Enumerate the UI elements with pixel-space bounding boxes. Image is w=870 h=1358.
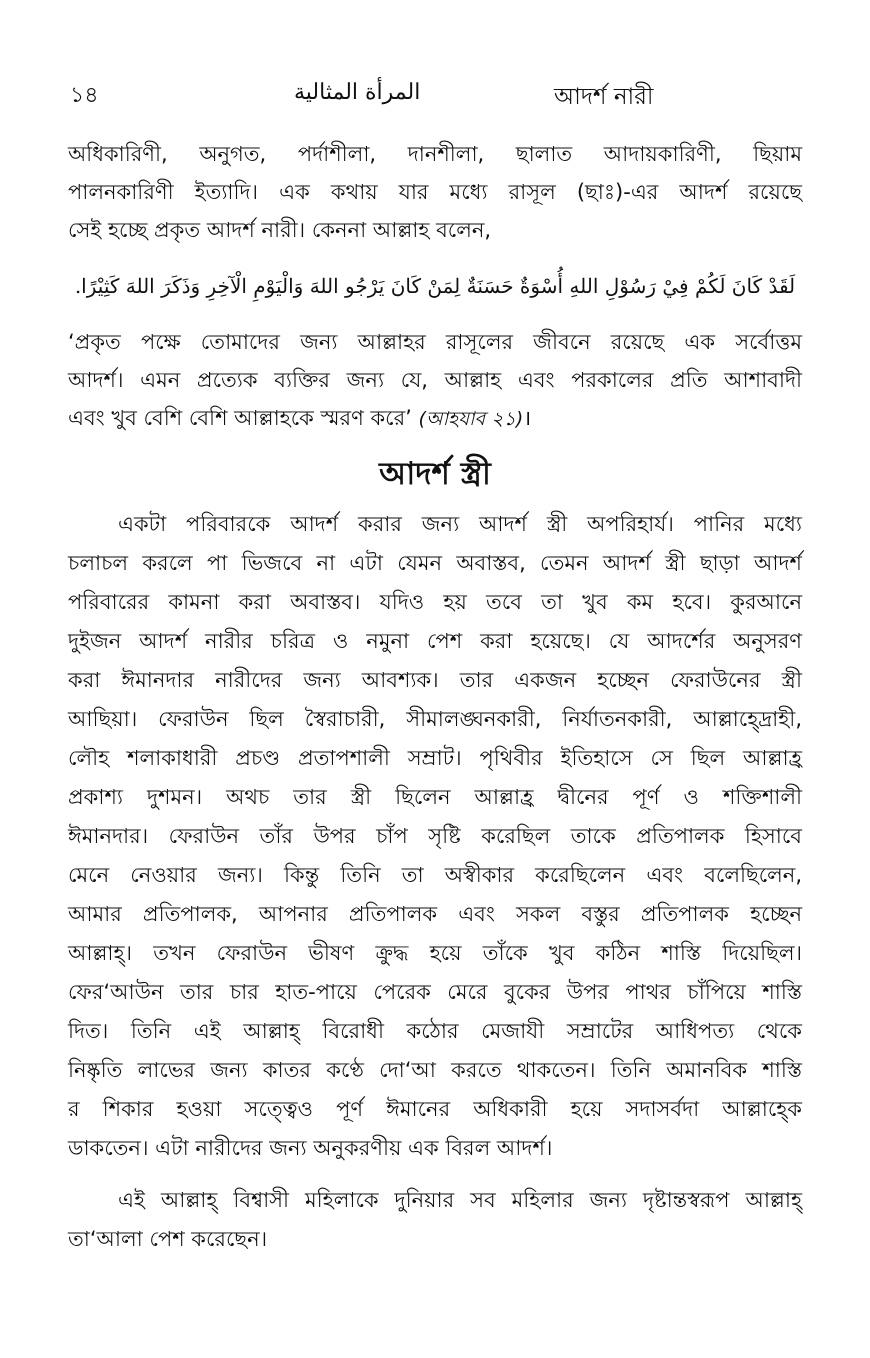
text-line: তা‘আলা পেশ করেছেন।	[68, 1227, 268, 1251]
text-line: পালনকারিণী ইত্যাদি। এক কথায় যার মধ্যে রাসূল (ছাঃ)-এর আদর্শ রয়েছে	[68, 180, 802, 204]
arabic-running-title: المرأة المثالية	[294, 80, 421, 105]
text-line: এই আল্লাহ্ বিশ্বাসী মহিলাকে দুনিয়ার সব মহিলার জন্য দৃষ্টান্তস্বরূপ আল্লাহ্	[118, 1188, 802, 1212]
text-line: সেই হচ্ছে প্রকৃত আদর্শ নারী। কেননা আল্লাহ বলেন,	[68, 218, 492, 242]
text-line: ডাকতেন। এটা নারীদের জন্য অনুকরণীয় এক বিরল আদর্শ।	[68, 1136, 553, 1160]
text-line: ‘প্রকৃত পক্ষে তোমাদের জন্য আল্লাহর রাসূলের জীবনে রয়েছে এক সর্বোত্তম	[68, 330, 802, 354]
text-line: করা ঈমানদার নারীদের জন্য আবশ্যক। তার একজন হচ্ছেন ফেরাউনের স্ত্রী	[68, 668, 802, 692]
page-header	[68, 78, 802, 118]
citation-end: ।	[523, 406, 532, 430]
arabic-verse: لَقَدْ كَانَ لَكُمْ فِيْ رَسُوْلِ اللهِ أُسْوَةٌ حَسَنَةٌ لِمَنْ كَانَ يَرْجُو اللهَ وَالْيَوْمِ الْآخِرِ وَذَكَرَ اللهَ كَثِيْرًا.	[74, 274, 796, 298]
citation: (আহযাব ২১)	[418, 408, 524, 430]
text-line: নিষ্কৃতি লাভের জন্য কাতর কণ্ঠে দো‘আ করতে থাকতেন। তিনি অমানবিক শাস্তি	[68, 1058, 802, 1082]
page-number: ১৪	[70, 83, 99, 108]
text-line: দিত। তিনি এই আল্লাহ্ বিরোধী কঠোর মেজাযী সম্রাটের আধিপত্য থেকে	[68, 1019, 802, 1043]
text-line: আল্লাহ্। তখন ফেরাউন ভীষণ ক্রুদ্ধ হয়ে তাঁকে খুব কঠিন শাস্তি দিয়েছিল।	[68, 941, 802, 965]
text-line: চলাচল করলে পা ভিজবে না এটা যেমন অবাস্তব, তেমন আদর্শ স্ত্রী ছাড়া আদর্শ	[68, 551, 802, 575]
text-line: র শিকার হওয়া সত্ত্বেও পূর্ণ ঈমানের অধিকারী হয়ে সদাসর্বদা আল্লাহ্কে	[68, 1097, 802, 1121]
translation-end: এবং খুব বেশি বেশি আল্লাহকে স্মরণ করে’	[68, 406, 412, 430]
text-line: আছিয়া। ফেরাউন ছিল স্বৈরাচারী, সীমালঙ্ঘনকারী, নির্যাতনকারী, আল্লাহ্দ্রোহী,	[68, 707, 802, 731]
running-title: আদর্শ নারী	[554, 84, 654, 110]
text-line: আদর্শ। এমন প্রত্যেক ব্যক্তির জন্য যে, আল্লাহ এবং পরকালের প্রতি আশাবাদী	[68, 368, 802, 392]
text-line: একটা পরিবারকে আদর্শ করার জন্য আদর্শ স্ত্রী অপরিহার্য। পানির মধ্যে	[118, 512, 802, 536]
text-line: ফের‘আউন তার চার হাত-পায়ে পেরেক মেরে বুকের উপর পাথর চাঁপিয়ে শাস্তি	[68, 980, 802, 1004]
text-line: অধিকারিণী, অনুগত, পর্দাশীলা, দানশীলা, ছালাত আদায়কারিণী, ছিয়াম	[68, 142, 802, 166]
section-heading: আদর্শ স্ত্রী	[379, 456, 491, 492]
text-line: লৌহ শলাকাধারী প্রচণ্ড প্রতাপশালী সম্রাট। পৃথিবীর ইতিহাসে সে ছিল আল্লাহ্র	[68, 746, 802, 770]
text-line: দুইজন আদর্শ নারীর চরিত্র ও নমুনা পেশ করা হয়েছে। যে আদর্শের অনুসরণ	[68, 629, 802, 653]
text-line: ঈমানদার। ফেরাউন তাঁর উপর চাঁপ সৃষ্টি করেছিল তাকে প্রতিপালক হিসাবে	[68, 824, 802, 848]
text-line: পরিবারের কামনা করা অবাস্তব। যদিও হয় তবে তা খুব কম হবে। কুরআনে	[68, 590, 802, 614]
text-line: প্রকাশ্য দুশমন। অথচ তার স্ত্রী ছিলেন আল্লাহ্র দ্বীনের পূর্ণ ও শক্তিশালী	[68, 785, 802, 809]
text-line	[68, 402, 802, 436]
text-line: মেনে নেওয়ার জন্য। কিন্তু তিনি তা অস্বীকার করেছিলেন এবং বলেছিলেন,	[68, 863, 802, 887]
text-line: আমার প্রতিপালক, আপনার প্রতিপালক এবং সকল বস্তুর প্রতিপালক হচ্ছেন	[68, 902, 802, 926]
